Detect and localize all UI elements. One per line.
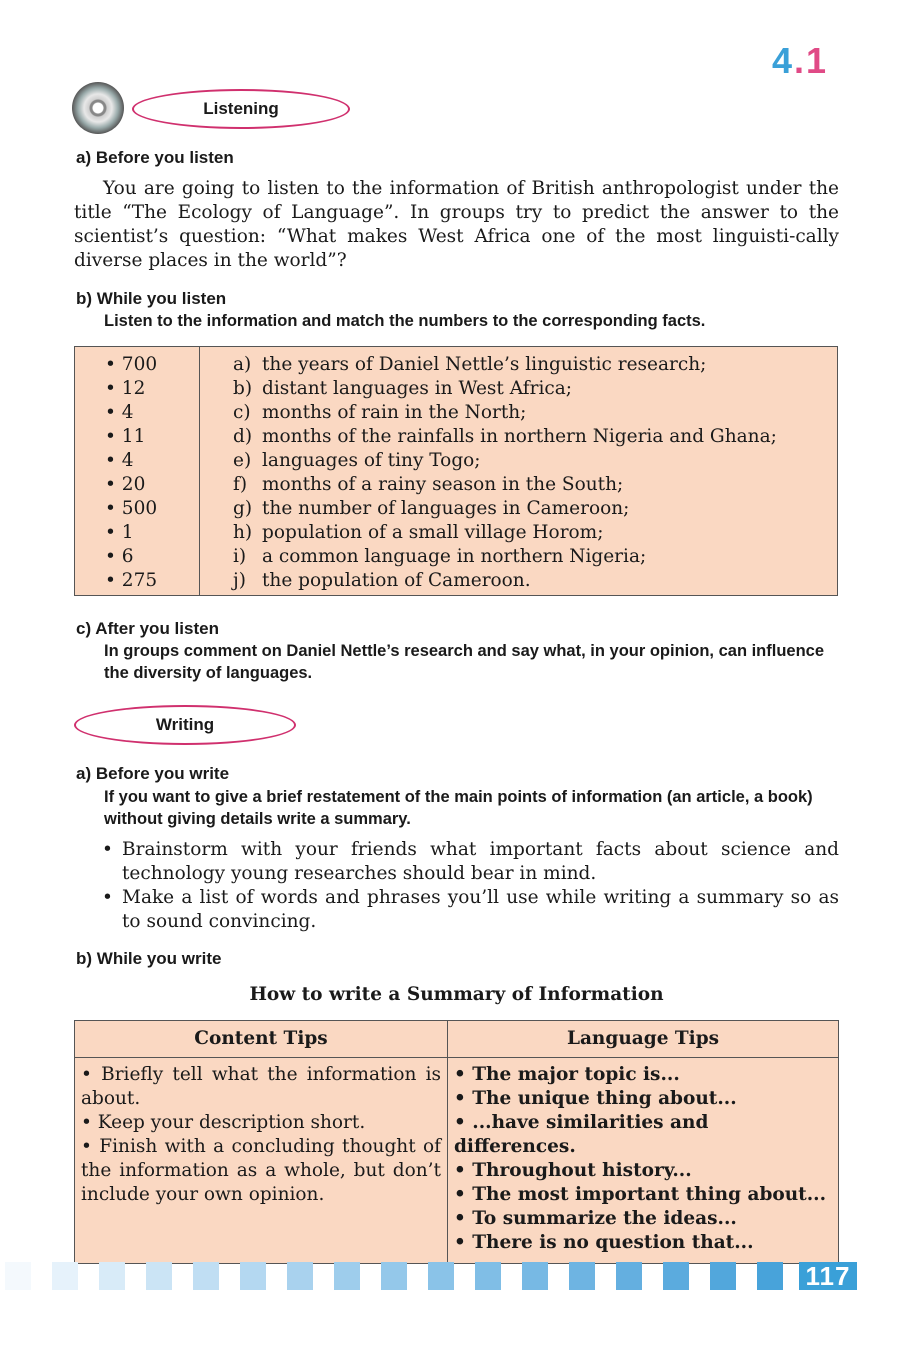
fact-item: c) months of rain in the North; bbox=[233, 402, 527, 423]
fact-item: j) the population of Cameroon. bbox=[233, 570, 531, 591]
matching-table bbox=[74, 346, 838, 596]
language-tip: • Throughout history... bbox=[454, 1160, 692, 1181]
language-tip: • The most important thing about... bbox=[454, 1184, 827, 1205]
number-item: • 1 bbox=[105, 522, 134, 543]
footer-square bbox=[475, 1262, 501, 1290]
cd-icon bbox=[72, 82, 124, 134]
footer-square bbox=[287, 1262, 313, 1290]
while-you-listen-instruction: Listen to the information and match the numbers to the corresponding facts. bbox=[104, 312, 706, 330]
fact-item: g) the number of languages in Cameroon; bbox=[233, 498, 630, 519]
fact-item: a) the years of Daniel Nettle’s linguistic research; bbox=[233, 354, 707, 375]
footer-square bbox=[569, 1262, 595, 1290]
fact-item: i) a common language in northern Nigeria; bbox=[233, 546, 647, 567]
content-tips-cell bbox=[75, 1058, 448, 1264]
footer-square bbox=[334, 1262, 360, 1290]
number-item: • 20 bbox=[105, 474, 146, 495]
before-you-listen-heading: a) Before you listen bbox=[76, 148, 234, 167]
after-you-listen-heading: c) After you listen bbox=[76, 619, 219, 638]
table-title: How to write a Summary of Information bbox=[249, 984, 664, 1005]
footer-square bbox=[710, 1262, 736, 1290]
page-number: 117 bbox=[799, 1262, 857, 1290]
fact-item: h) population of a small village Horom; bbox=[233, 522, 604, 543]
footer-square bbox=[240, 1262, 266, 1290]
writing-section-label: Writing bbox=[74, 705, 296, 745]
language-tip: • There is no question that... bbox=[454, 1232, 754, 1253]
numbers-column bbox=[105, 353, 157, 593]
footer-square bbox=[522, 1262, 548, 1290]
fact-item: d) months of the rainfalls in northern Nigeria and Ghana; bbox=[233, 426, 777, 447]
language-tips-cell bbox=[448, 1058, 839, 1264]
footer-square bbox=[757, 1262, 783, 1290]
language-tip: • The major topic is... bbox=[454, 1064, 680, 1085]
number-item: • 4 bbox=[105, 402, 134, 423]
bullet-item: • Brainstorm with your friends what important facts about science and technology young researches should bear in mind. bbox=[100, 838, 839, 886]
language-tips-header: Language Tips bbox=[448, 1021, 839, 1058]
language-tip: • ...have similarities and differences. bbox=[454, 1112, 709, 1157]
number-item: • 11 bbox=[105, 426, 146, 447]
footer-square bbox=[5, 1262, 31, 1290]
number-item: • 4 bbox=[105, 450, 134, 471]
fact-item: e) languages of tiny Togo; bbox=[233, 450, 481, 471]
number-item: • 12 bbox=[105, 378, 146, 399]
footer-square bbox=[99, 1262, 125, 1290]
footer-square bbox=[146, 1262, 172, 1290]
fact-item: f) months of a rainy season in the South; bbox=[233, 474, 624, 495]
footer-square bbox=[616, 1262, 642, 1290]
number-item: • 700 bbox=[105, 354, 158, 375]
footer-square bbox=[663, 1262, 689, 1290]
facts-column bbox=[233, 353, 777, 593]
while-you-listen-heading: b) While you listen bbox=[76, 289, 227, 308]
number-item: • 275 bbox=[105, 570, 158, 591]
before-you-listen-text: You are going to listen to the information of British anthropologist under the title “The Ecology of Language”. In groups try to predict the answer to the scientist’s question: “What makes West Africa one of the most linguisti-cally diverse places in the world”? bbox=[74, 178, 839, 271]
content-tip: • Keep your description short. bbox=[81, 1112, 366, 1133]
before-you-write-heading: a) Before you write bbox=[76, 764, 230, 783]
language-tip: • To summarize the ideas... bbox=[454, 1208, 737, 1229]
summary-tips-table bbox=[74, 1020, 839, 1264]
before-you-write-instruction: If you want to give a brief restatement of the main points of information (an article, a book) without giving details write a summary. bbox=[104, 788, 813, 828]
language-tip: • The unique thing about... bbox=[454, 1088, 737, 1109]
content-tip: • Briefly tell what the information is about. bbox=[81, 1064, 441, 1109]
footer-square bbox=[52, 1262, 78, 1290]
content-tip: • Finish with a concluding thought of the information as a whole, but don’t include your own opinion. bbox=[81, 1136, 441, 1205]
bullet-item: • Make a list of words and phrases you’ll use while writing a summary so as to sound convincing. bbox=[100, 886, 839, 934]
fact-item: b) distant languages in West Africa; bbox=[233, 378, 573, 399]
writing-bullets bbox=[100, 838, 839, 934]
listening-section-label: Listening bbox=[132, 89, 350, 129]
number-item: • 500 bbox=[105, 498, 158, 519]
after-you-listen-instruction: In groups comment on Daniel Nettle’s research and say what, in your opinion, can influence the diversity of languages. bbox=[104, 642, 825, 682]
content-tips-header: Content Tips bbox=[75, 1021, 448, 1058]
footer-square bbox=[193, 1262, 219, 1290]
unit-number: 4.1 bbox=[772, 40, 829, 81]
footer-square bbox=[381, 1262, 407, 1290]
number-item: • 6 bbox=[105, 546, 134, 567]
while-you-write-heading: b) While you write bbox=[76, 949, 222, 968]
footer-square bbox=[428, 1262, 454, 1290]
